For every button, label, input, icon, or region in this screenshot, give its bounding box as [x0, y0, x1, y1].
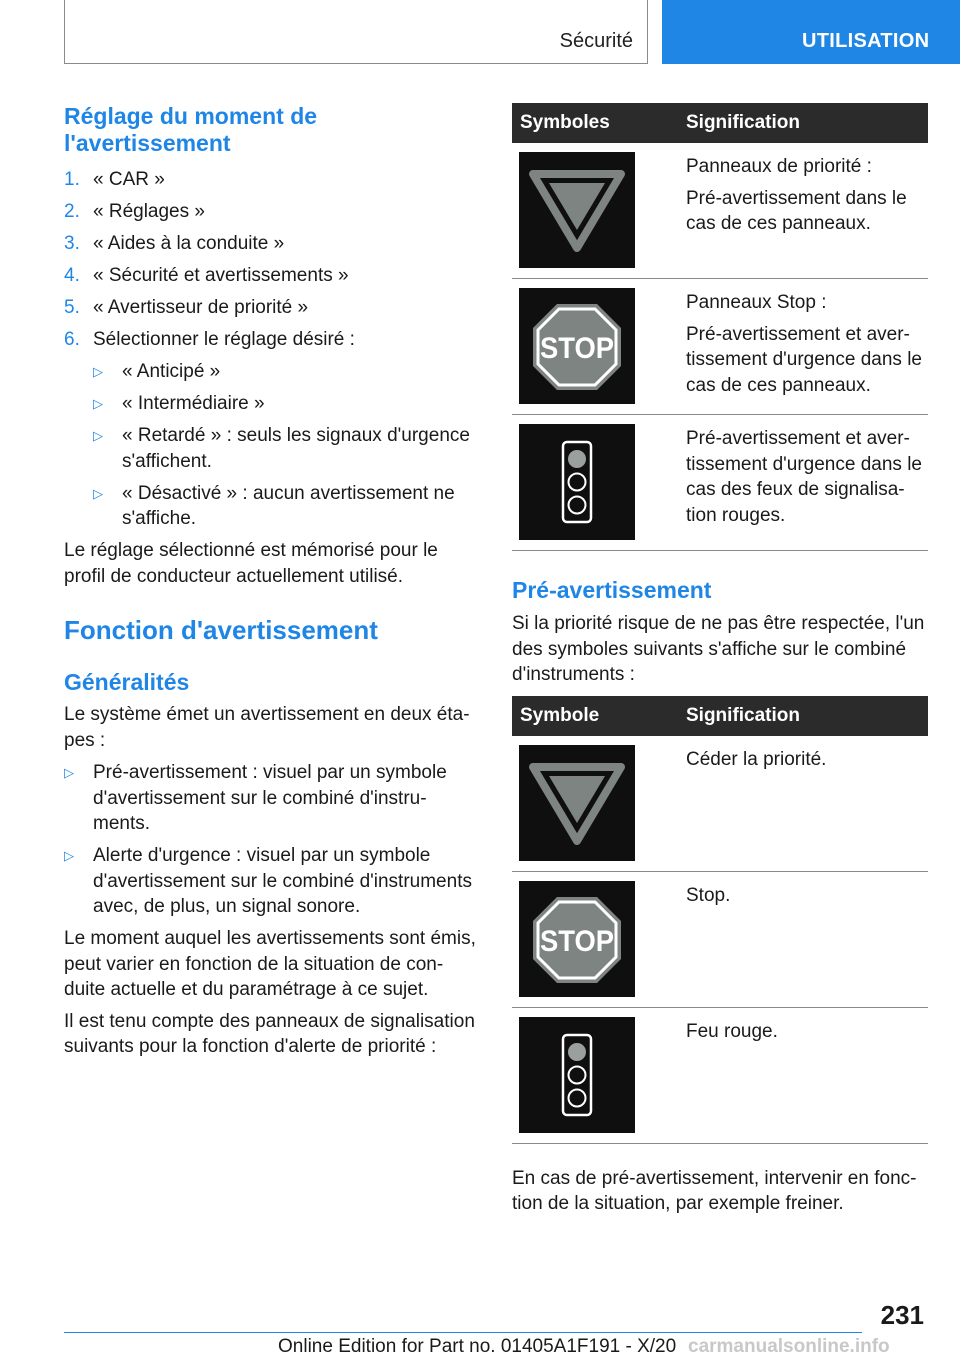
row-meaning-text: Pré-avertissement et aver-tissement d'urgence dans le cas des feux de signalisa-tion rouges. — [686, 428, 922, 526]
option-item — [64, 391, 480, 417]
stage-item — [64, 843, 480, 920]
row-meaning-text: Panneaux Stop : — [686, 292, 827, 313]
stop-sign-icon — [519, 288, 635, 404]
header-section-box — [64, 0, 648, 64]
step-text: « Sécurité et avertissements » — [93, 265, 349, 286]
row-meaning-text: Pré-avertissement et aver-tissement d'urgence dans le cas de ces panneaux. — [686, 323, 922, 396]
stage-text: Alerte d'urgence : visuel par un symbole d'avertissement sur le combiné d'instruments avec, de plus, un signal sonore. — [93, 845, 472, 917]
step-number: 3. — [64, 233, 80, 254]
option-text: « Anticipé » — [122, 361, 221, 382]
signs-table-header — [512, 103, 928, 143]
step-item — [64, 199, 480, 225]
signs-intro-paragraph: Il est tenu compte des panneaux de signalisation suivants pour la fonction d'alerte de priorité : — [64, 1010, 475, 1057]
closing-paragraph: En cas de pré-avertissement, intervenir en fonc-tion de la situation, par exemple freiner. — [512, 1167, 917, 1214]
option-item — [64, 423, 480, 474]
option-text: « Intermédiaire » — [122, 393, 265, 414]
step-text: « Avertisseur de priorité » — [93, 297, 309, 318]
traffic-light-icon — [519, 424, 635, 540]
watermark-text: carmanualsonline.info — [688, 1336, 890, 1357]
stage-item — [64, 760, 480, 837]
option-item — [64, 359, 480, 385]
general-intro: Le système émet un avertissement en deux éta-pes : — [64, 704, 470, 751]
heading-warning-function: Fonction d'avertissement — [64, 615, 378, 645]
triangle-bullet-icon: ▷ — [93, 364, 103, 379]
triangle-bullet-icon: ▷ — [93, 428, 103, 443]
option-item — [64, 481, 480, 532]
step-item — [64, 231, 480, 257]
left-column — [64, 103, 480, 1060]
row-meaning-text: Pré-avertissement dans le cas de ces panneaux. — [686, 187, 907, 234]
triangle-bullet-icon: ▷ — [93, 485, 103, 501]
header-section-title: Sécurité — [559, 30, 633, 52]
timing-paragraph: Le moment auquel les avertissements sont émis, peut varier en fonction de la situation de con-duite actuelle et du paramétrage à ce sujet. — [64, 928, 476, 1000]
column-header-meaning: Signification — [686, 704, 800, 726]
header-chapter-tab: UTILISATION — [662, 0, 960, 64]
memo-paragraph: Le réglage sélectionné est mémorisé pour le profil de conducteur actuellement utilisé. — [64, 540, 438, 587]
step-text: « CAR » — [93, 169, 165, 190]
symbols-table — [512, 696, 928, 1144]
step-number: 4. — [64, 265, 80, 286]
table-row — [512, 872, 928, 1008]
stage-text: Pré-avertissement : visuel par un symbole d'avertissement sur le combiné d'instru-ments. — [93, 762, 447, 834]
warning-stages-list — [64, 760, 480, 920]
column-header-symbol: Symbole — [520, 704, 600, 726]
heading-warning-timing: Réglage du moment de l'avertissement — [64, 103, 318, 156]
step-number: 1. — [64, 169, 80, 190]
column-header-symbols: Symboles — [520, 112, 610, 133]
heading-pre-warning: Pré-avertissement — [512, 577, 712, 603]
option-text: « Désactivé » : aucun avertissement ne s'affiche. — [122, 482, 455, 529]
signs-table — [512, 103, 928, 551]
footer-edition-text: Online Edition for Part no. 01405A1F191 - X/20 — [278, 1336, 677, 1357]
heading-general: Généralités — [64, 669, 190, 695]
row-meaning-text: Feu rouge. — [686, 1020, 778, 1042]
step-text: Sélectionner le réglage désiré : — [93, 329, 355, 350]
column-header-meaning: Signification — [686, 112, 800, 133]
row-meaning-text: Céder la priorité. — [686, 748, 827, 770]
table-row — [512, 279, 928, 415]
right-column — [512, 103, 928, 1217]
yield-sign-icon — [519, 152, 635, 268]
pre-warning-intro: Si la priorité risque de ne pas être respectée, l'un des symboles suivants s'affiche sur le combiné d'instruments : — [512, 613, 925, 685]
row-meaning-text: Stop. — [686, 884, 731, 906]
yield-sign-icon — [519, 745, 635, 861]
step-number: 6. — [64, 329, 80, 350]
stop-sign-label: STOP — [540, 332, 614, 365]
settings-steps-list — [64, 167, 480, 353]
step-item — [64, 295, 480, 321]
table-row — [512, 736, 928, 872]
triangle-bullet-icon: ▷ — [64, 765, 74, 780]
step-number: 2. — [64, 201, 80, 222]
step-text: « Aides à la conduite » — [93, 233, 285, 254]
step-item — [64, 167, 480, 193]
step-number: 5. — [64, 297, 80, 318]
setting-options-list — [64, 359, 480, 532]
row-meaning-text: Panneaux de priorité : — [686, 156, 872, 177]
traffic-light-icon — [519, 1017, 635, 1133]
triangle-bullet-icon: ▷ — [93, 396, 103, 411]
footer-divider — [64, 1332, 862, 1333]
stop-sign-label: STOP — [540, 924, 614, 958]
option-text: « Retardé » : seuls les signaux d'urgence s'affichent. — [122, 425, 470, 472]
page-number: 231 — [880, 1300, 924, 1330]
symbols-table-header — [512, 696, 928, 736]
table-row — [512, 1008, 928, 1144]
table-row — [512, 415, 928, 551]
step-item — [64, 263, 480, 289]
triangle-bullet-icon: ▷ — [64, 848, 74, 863]
step-text: « Réglages » — [93, 201, 205, 222]
table-row — [512, 143, 928, 279]
step-item — [64, 327, 480, 353]
stop-sign-icon — [519, 881, 635, 997]
